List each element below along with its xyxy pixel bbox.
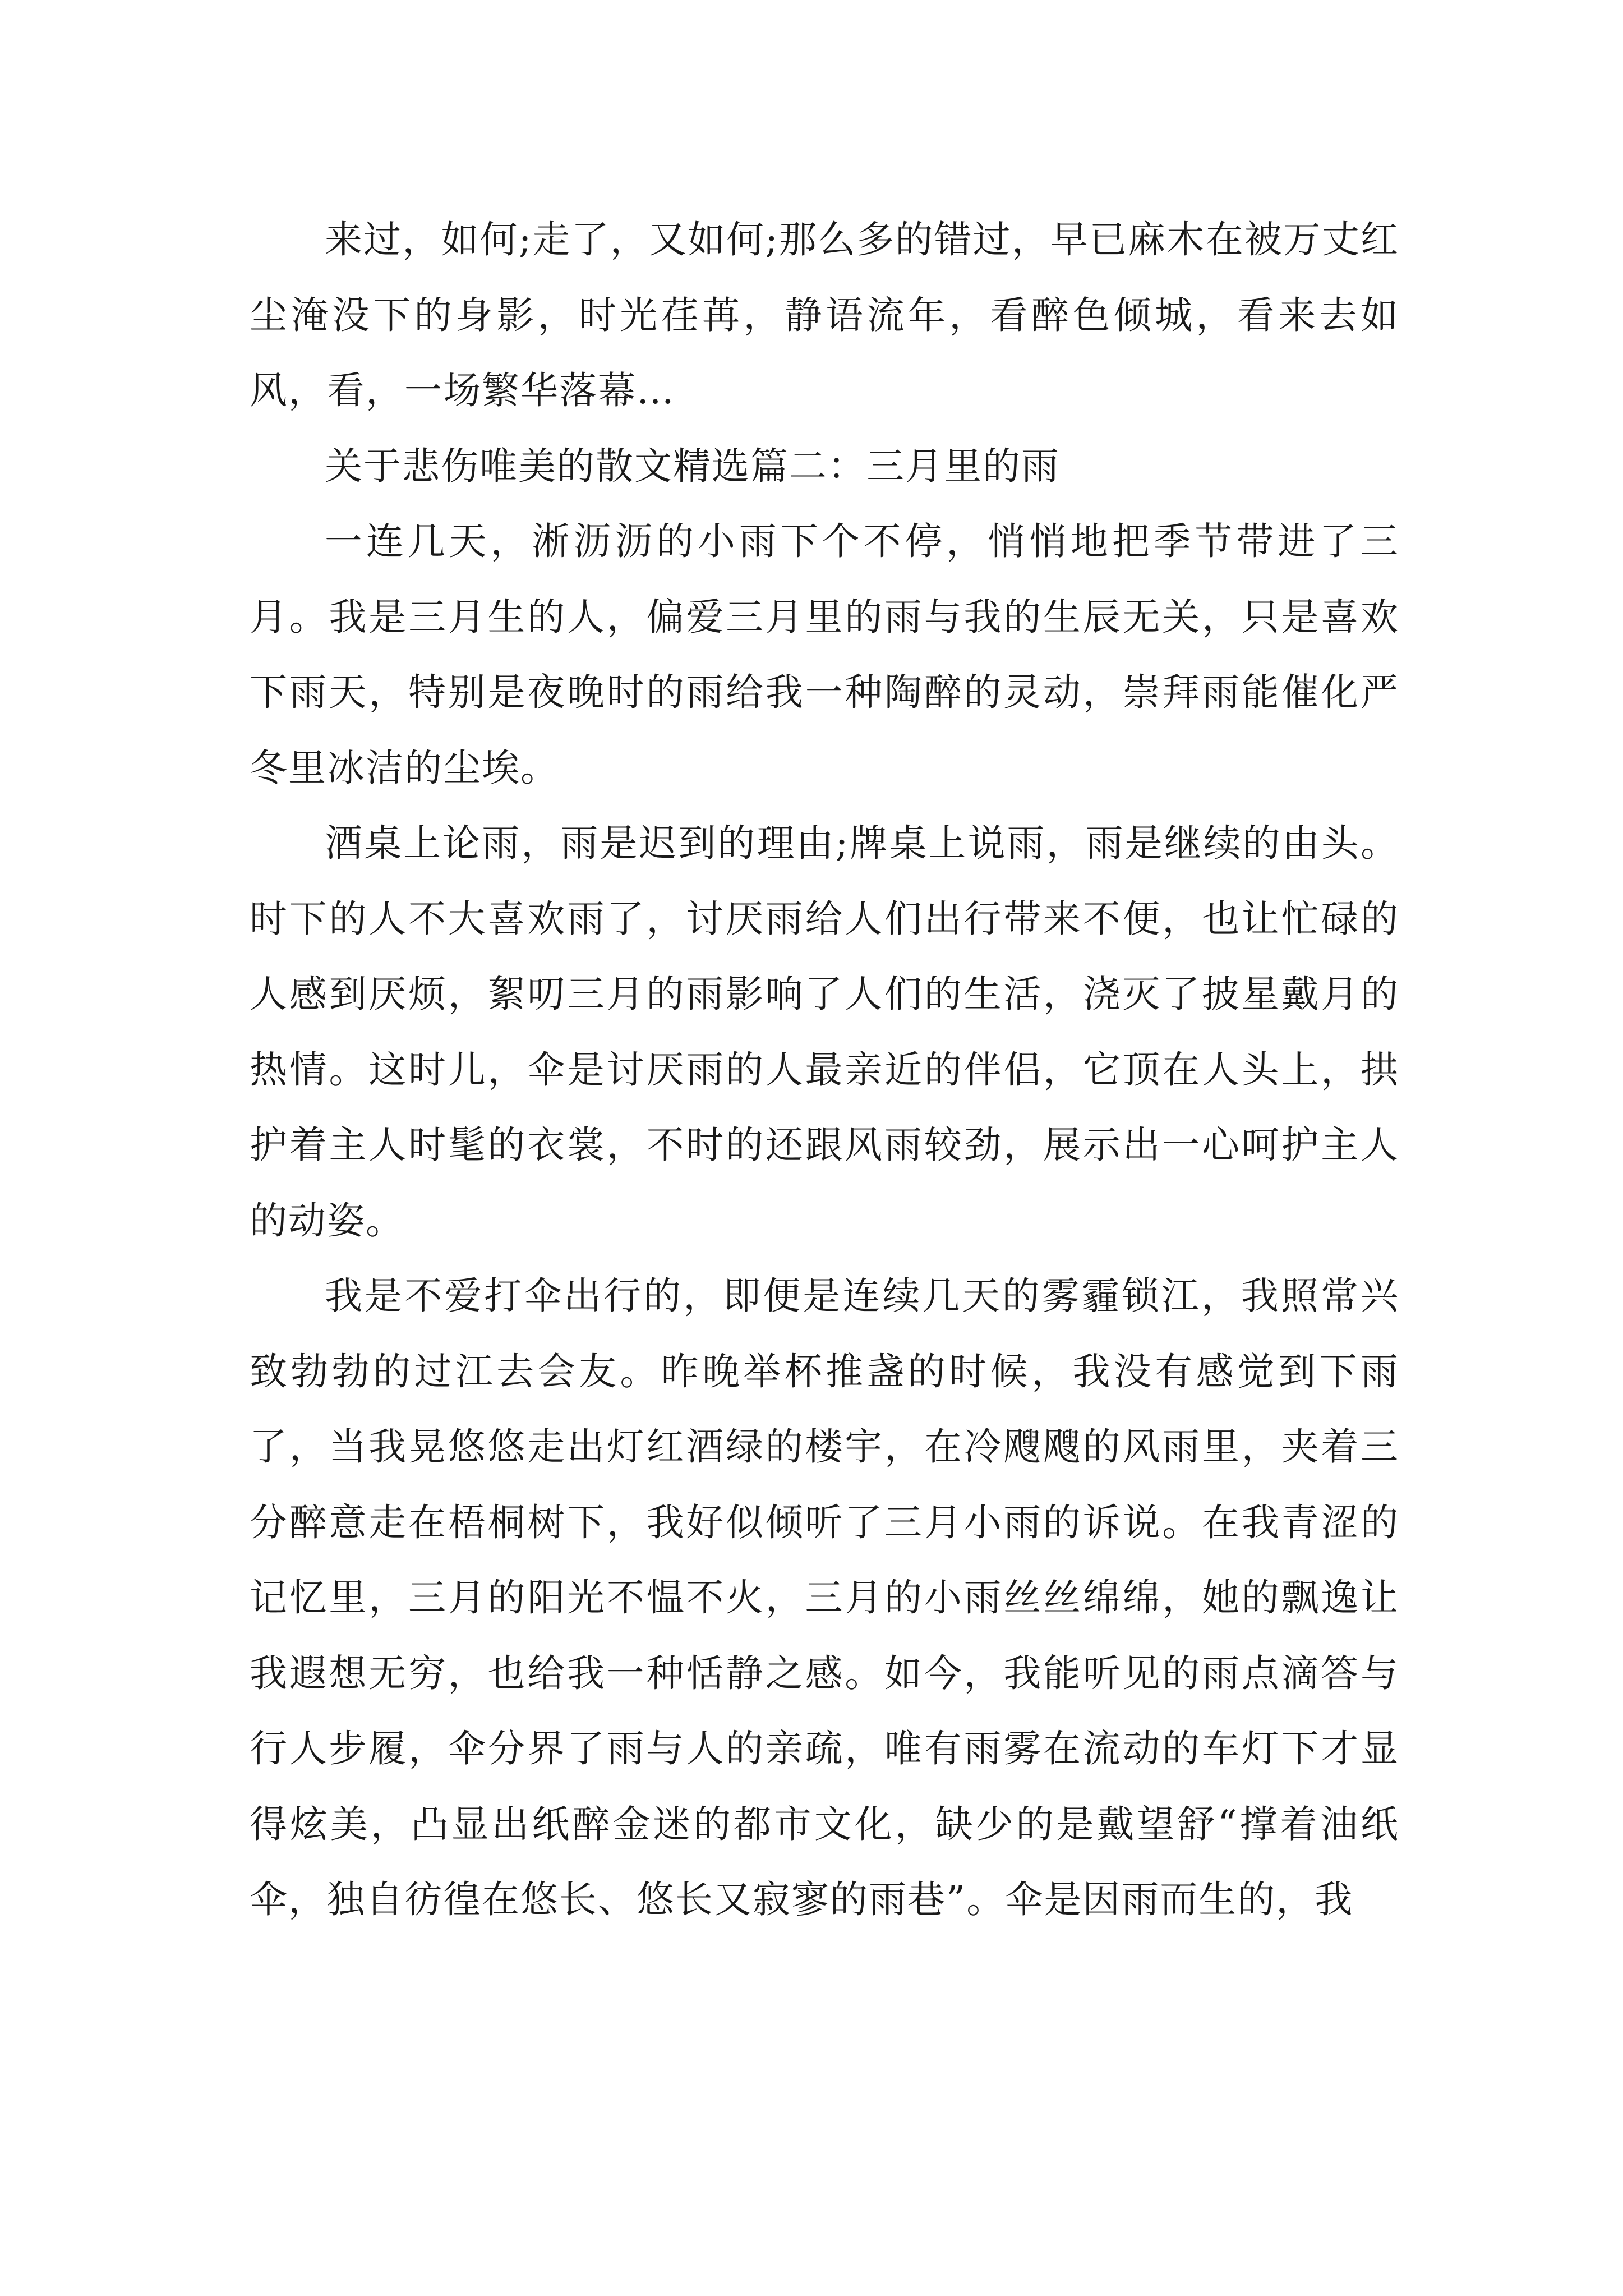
paragraph-1: 来过，如何;走了，又如何;那么多的错过，早已麻木在被万丈红尘淹没下的身影，时光荏苒，静语流年，看醉色倾城，看来去如风，看，一场繁华落幕… [250,218,1399,412]
paragraph-4: 我是不爱打伞出行的，即便是连续几天的雾霾锁江，我照常兴致勃勃的过江去会友。昨晚举杯推盏的时候，我没有感觉到下雨了，当我晃悠悠走出灯红酒绿的楼宇，在冷飕飕的风雨里，夹着三分醉意走在梧桐树下，我好似倾听了三月小雨的诉说。在我青涩的记忆里，三月的阳光不愠不火，三月的小雨丝丝绵绵，她的飘逸让我遐想无穷，也给我一种恬静之感。如今，我能听见的雨点滴答与行人步履，伞分界了雨与人的亲疏，唯有雨雾在流动的车灯下才显得炫美，凸显出纸醉金迷的都市文化，缺少的是戴望舒“撑着油纸伞，独自彷徨在悠长、悠长又寂寥的雨巷”。伞是因雨而生的，我 [250,1274,1399,1921]
section-heading: 关于悲伤唯美的散文精选篇二：三月里的雨 [325,444,1060,488]
paragraph-2: 一连几天，淅沥沥的小雨下个不停，悄悄地把季节带进了三月。我是三月生的人，偏爱三月里的雨与我的生辰无关，只是喜欢下雨天，特别是夜晚时的雨给我一种陶醉的灵动，崇拜雨能催化严冬里冰洁的尘埃。 [250,519,1399,790]
paragraph-3: 酒桌上论雨，雨是迟到的理由;牌桌上说雨，雨是继续的由头。时下的人不大喜欢雨了，讨厌雨给人们出行带来不便，也让忙碌的人感到厌烦，絮叨三月的雨影响了人们的生活，浇灭了披星戴月的热情。这时儿，伞是讨厌雨的人最亲近的伴侣，它顶在人头上，拱护着主人时髦的衣裳，不时的还跟风雨较劲，展示出一心呵护主人的动姿。 [250,821,1399,1243]
document-body [250,202,1399,1938]
